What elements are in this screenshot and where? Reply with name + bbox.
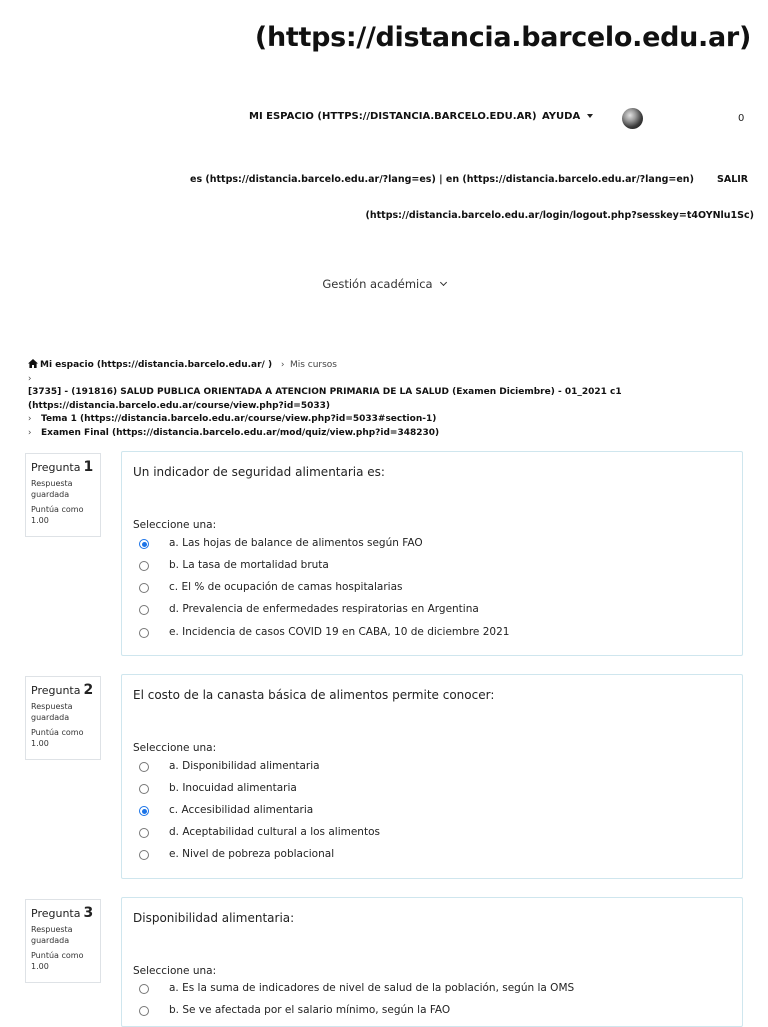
radio-button[interactable] — [139, 628, 149, 638]
question-state: Respuesta guardada — [31, 925, 73, 945]
question-text: El costo de la canasta básica de alimentos permite conocer: — [133, 688, 495, 702]
site-title[interactable]: (https://distancia.barcelo.edu.ar) — [254, 22, 751, 53]
chevron-down-icon — [440, 279, 447, 286]
nav-ayuda-menu[interactable] — [542, 111, 593, 122]
question-grade: Puntúa como 1.00 — [31, 728, 84, 748]
select-prompt: Seleccione una: — [133, 742, 217, 754]
question-content — [121, 674, 743, 879]
question-grade: Puntúa como 1.00 — [31, 505, 84, 525]
user-avatar[interactable] — [622, 108, 643, 129]
radio-button[interactable] — [139, 583, 149, 593]
pregunta-label: Pregunta — [31, 461, 81, 474]
radio-button[interactable] — [139, 828, 149, 838]
nav-ayuda-label: AYUDA — [542, 111, 581, 122]
radio-button[interactable] — [139, 605, 149, 615]
caret-down-icon — [587, 114, 593, 118]
breadcrumb-home-link[interactable]: Mi espacio (https://distancia.barcelo.edu.ar/ ) — [40, 360, 273, 370]
chevron-right-icon: › — [28, 414, 32, 424]
gestion-academica-label: Gestión académica — [322, 277, 433, 291]
question-content — [121, 451, 743, 656]
chevron-right-icon: › — [280, 360, 285, 370]
option-label: e. Incidencia de casos COVID 19 en CABA, 10 de diciembre 2021 — [169, 626, 510, 638]
option-label: b. Se ve afectada por el salario mínimo, según la FAO — [169, 1004, 451, 1016]
question-number: 3 — [83, 905, 94, 921]
radio-button[interactable] — [139, 850, 149, 860]
chevron-right-icon: › — [28, 427, 32, 438]
radio-button[interactable] — [139, 762, 149, 772]
home-icon — [28, 359, 38, 368]
question-info — [25, 676, 101, 760]
chevron-right-icon: › — [28, 373, 32, 384]
salir-link[interactable]: SALIR — [717, 174, 749, 185]
question-number: 1 — [83, 459, 94, 475]
option-label: e. Nivel de pobreza poblacional — [169, 848, 335, 860]
question-number: 2 — [83, 682, 94, 698]
option-label: b. Inocuidad alimentaria — [169, 782, 297, 794]
notification-counter: 0 — [738, 113, 745, 124]
select-prompt: Seleccione una: — [133, 519, 217, 531]
question-text: Disponibilidad alimentaria: — [133, 911, 295, 925]
breadcrumb-mis-cursos[interactable]: Mis cursos — [289, 360, 337, 370]
option-label: b. La tasa de mortalidad bruta — [169, 559, 329, 571]
gestion-academica-menu[interactable] — [0, 277, 768, 291]
option-label: d. Aceptabilidad cultural a los alimentos — [169, 826, 380, 838]
option-label: c. El % de ocupación de camas hospitalarias — [169, 581, 403, 593]
radio-button[interactable] — [139, 539, 149, 549]
question-state: Respuesta guardada — [31, 479, 73, 499]
pregunta-label: Pregunta — [31, 907, 81, 920]
breadcrumb — [28, 359, 748, 440]
question-text: Un indicador de seguridad alimentaria es: — [133, 465, 385, 479]
question-content — [121, 897, 743, 1027]
question-title — [31, 682, 95, 698]
radio-button[interactable] — [139, 784, 149, 794]
top-navigation — [0, 111, 768, 127]
language-links[interactable]: es (https://distancia.barcelo.edu.ar/?lang=es) | en (https://distancia.barcelo.edu.ar/?lang=en) — [190, 174, 694, 185]
radio-button[interactable] — [139, 1006, 149, 1016]
question-info — [25, 899, 101, 983]
logout-link[interactable]: (https://distancia.barcelo.edu.ar/login/logout.php?sesskey=t4OYNlu1Sc) — [365, 210, 754, 221]
option-label: a. Las hojas de balance de alimentos según FAO — [169, 537, 423, 549]
question-info — [25, 453, 101, 537]
question-state: Respuesta guardada — [31, 702, 73, 722]
breadcrumb-course-link[interactable]: [3735] - (191816) SALUD PUBLICA ORIENTADA A ATENCION PRIMARIA DE LA SALUD (Examen Diciembre) - 01_2021 c1 — [28, 387, 622, 397]
nav-mi-espacio-link[interactable]: MI ESPACIO (HTTPS://DISTANCIA.BARCELO.EDU.AR) — [249, 111, 537, 122]
breadcrumb-tema-link[interactable]: Tema 1 (https://distancia.barcelo.edu.ar/course/view.php?id=5033#section-1) — [41, 414, 437, 424]
question-title — [31, 905, 95, 921]
option-label: c. Accesibilidad alimentaria — [169, 804, 314, 816]
question-grade: Puntúa como 1.00 — [31, 951, 84, 971]
option-label: a. Es la suma de indicadores de nivel de salud de la población, según la OMS — [169, 982, 575, 994]
breadcrumb-course-url[interactable]: (https://distancia.barcelo.edu.ar/course/view.php?id=5033) — [28, 400, 330, 411]
pregunta-label: Pregunta — [31, 684, 81, 697]
radio-button[interactable] — [139, 806, 149, 816]
option-label: d. Prevalencia de enfermedades respiratorias en Argentina — [169, 603, 479, 615]
option-label: a. Disponibilidad alimentaria — [169, 760, 320, 772]
radio-button[interactable] — [139, 984, 149, 994]
radio-button[interactable] — [139, 561, 149, 571]
select-prompt: Seleccione una: — [133, 965, 217, 977]
breadcrumb-examen-link[interactable]: Examen Final (https://distancia.barcelo.edu.ar/mod/quiz/view.php?id=348230) — [41, 427, 440, 438]
question-title — [31, 459, 95, 475]
